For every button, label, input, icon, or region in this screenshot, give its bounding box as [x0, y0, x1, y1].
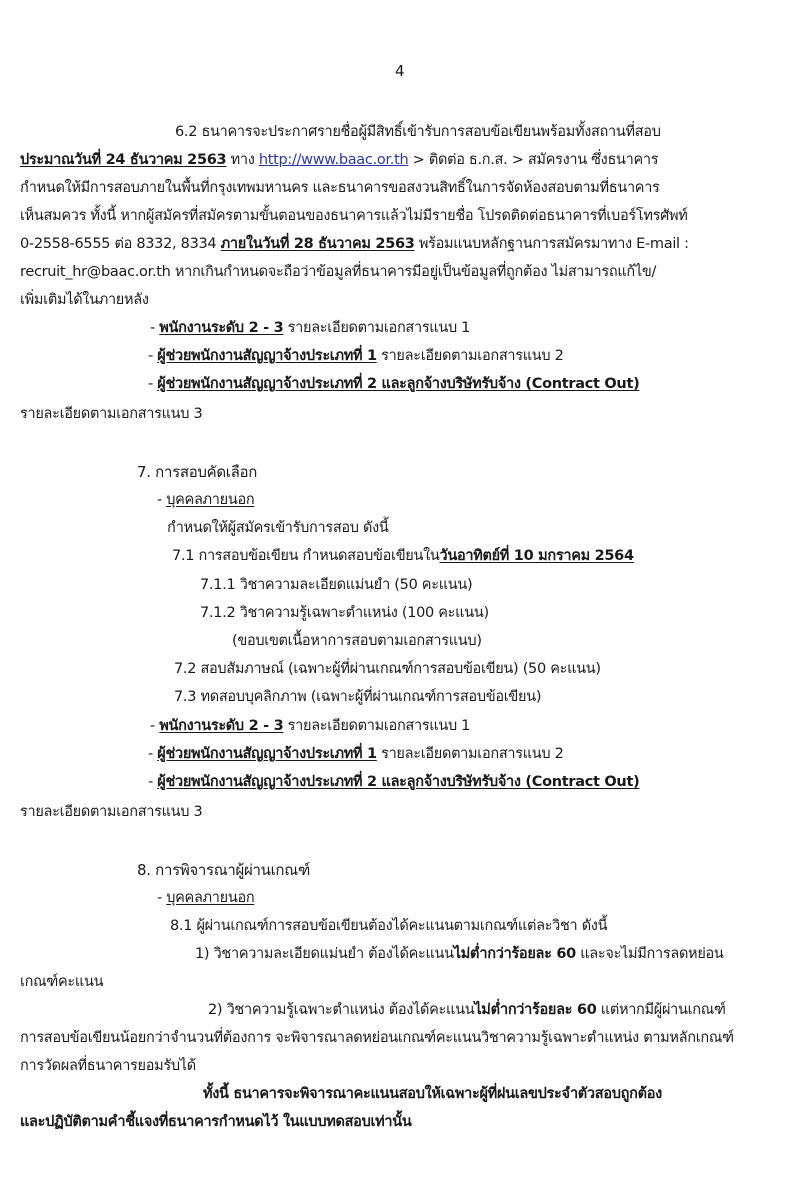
s62-line7: เพิ่มเติมได้ในภายหลัง [20, 292, 149, 308]
bullet: - [157, 492, 167, 508]
s6-list-tail: รายละเอียดตามเอกสารแนบ 3 [20, 406, 203, 422]
s6-list-item [148, 374, 639, 394]
s62-line5 [20, 234, 689, 254]
s7-item71 [172, 546, 634, 566]
s8-note-line2: และปฏิบัติตามคำชี้แจงที่ธนาคารกำหนดไว้ ในแบบทดสอบเท่านั้น [20, 1114, 412, 1130]
section8-heading: 8. การพิจารณาผู้ผ่านเกณฑ์ [137, 861, 310, 879]
s7-list-item [148, 772, 639, 792]
s7-list-tail: รายละเอียดตามเอกสารแนบ 3 [20, 804, 203, 820]
s7-item712: 7.1.2 วิชาความรู้เฉพาะตำแหน่ง (100 คะแนน) [200, 605, 489, 621]
detail: รายละเอียดตามเอกสารแนบ 1 [283, 320, 471, 336]
s8-criterion2 [208, 1000, 726, 1020]
criterion-threshold: ไม่ต่ำกว่าร้อยละ 60 [453, 946, 576, 962]
bullet: - [150, 320, 160, 336]
s8-criterion1 [195, 944, 724, 964]
s7-item73: 7.3 ทดสอบบุคลิกภาพ (เฉพาะผู้ที่ผ่านเกณฑ์การสอบข้อเขียน) [174, 689, 542, 705]
criterion-text: และจะไม่มีการลดหย่อน [575, 946, 724, 962]
s7-subheading [157, 490, 254, 510]
s62-text: พร้อมแนบหลักฐานการสมัครมาทาง E-mail : [414, 236, 689, 252]
criterion-text: 2) วิชาความรู้เฉพาะตำแหน่ง ต้องได้คะแนน [208, 1002, 475, 1018]
item-text: 7.1 การสอบข้อเขียน กำหนดสอบข้อเขียนใน [172, 548, 440, 564]
bullet: - [148, 376, 158, 392]
bullet: - [148, 746, 158, 762]
detail: รายละเอียดตามเอกสารแนบ 2 [376, 348, 564, 364]
s62-line2 [20, 150, 658, 170]
subheading-text: บุคคลภายนอก [166, 890, 255, 906]
section7-heading: 7. การสอบคัดเลือก [137, 463, 258, 481]
s8-subheading [157, 888, 254, 908]
position-name: พนักงานระดับ 2 - 3 [159, 718, 284, 734]
bullet: - [150, 718, 160, 734]
criterion-text: 1) วิชาความละเอียดแม่นยำ ต้องได้คะแนน [195, 946, 454, 962]
s62-line6: recruit_hr@baac.or.th หากเกินกำหนดจะถือว่าข้อมูลที่ธนาคารมีอยู่เป็นข้อมูลที่ถูกต้อง ไม่สามารถแก้ไข/ [20, 264, 657, 280]
position-name: พนักงานระดับ 2 - 3 [159, 320, 284, 336]
page-number: 4 [395, 62, 405, 80]
s8-note-line1: ทั้งนี้ ธนาคารจะพิจารณาคะแนนสอบให้เฉพาะผู้ที่ฝนเลขประจำตัวสอบถูกต้อง [203, 1086, 662, 1102]
criterion-threshold: ไม่ต่ำกว่าร้อยละ 60 [474, 1002, 597, 1018]
s8-criterion2-cont2: การวัดผลที่ธนาคารยอมรับได้ [20, 1058, 196, 1074]
bullet: - [157, 890, 167, 906]
subheading-text: บุคคลภายนอก [166, 492, 255, 508]
position-name: ผู้ช่วยพนักงานสัญญาจ้างประเภทที่ 1 [157, 348, 377, 364]
s8-criterion1-cont: เกณฑ์คะแนน [20, 974, 104, 990]
position-name: ผู้ช่วยพนักงานสัญญาจ้างประเภทที่ 2 และลูกจ้างบริษัทรับจ้าง (Contract Out) [157, 774, 640, 790]
baac-website-link[interactable]: http://www.baac.or.th [258, 152, 409, 168]
s7-intro: กำหนดให้ผู้สมัครเข้ารับการสอบ ดังนี้ [167, 520, 389, 536]
criterion-text: แต่หากมีผู้ผ่านเกณฑ์ [596, 1002, 726, 1018]
s7-item711: 7.1.1 วิชาความละเอียดแม่นยำ (50 คะแนน) [200, 577, 473, 593]
s62-text: ทาง [226, 152, 259, 168]
s7-item72: 7.2 สอบสัมภาษณ์ (เฉพาะผู้ที่ผ่านเกณฑ์การสอบข้อเขียน) (50 คะแนน) [174, 661, 601, 677]
s62-line4: เห็นสมควร ทั้งนี้ หากผู้สมัครที่สมัครตามขั้นตอนของธนาคารแล้วไม่มีรายชื่อ โปรดติดต่อธนาคารที่เบอร์โทรศัพท์ [20, 208, 688, 224]
s62-line1: 6.2 ธนาคารจะประกาศรายชื่อผู้มีสิทธิ์เข้ารับการสอบข้อเขียนพร้อมทั้งสถานที่สอบ [175, 124, 661, 140]
deadline-date: ภายในวันที่ 28 ธันวาคม 2563 [220, 236, 415, 252]
s62-text: > ติดต่อ ธ.ก.ส. > สมัครงาน ซึ่งธนาคาร [408, 152, 659, 168]
detail: รายละเอียดตามเอกสารแนบ 1 [283, 718, 471, 734]
position-name: ผู้ช่วยพนักงานสัญญาจ้างประเภทที่ 1 [157, 746, 377, 762]
position-name: ผู้ช่วยพนักงานสัญญาจ้างประเภทที่ 2 และลูกจ้างบริษัทรับจ้าง (Contract Out) [157, 376, 640, 392]
s7-list-item [148, 744, 564, 764]
detail: รายละเอียดตามเอกสารแนบ 2 [376, 746, 564, 762]
s62-text: 0-2558-6555 ต่อ 8332, 8334 [20, 236, 221, 252]
announce-date: ประมาณวันที่ 24 ธันวาคม 2563 [20, 152, 227, 168]
s8-criterion2-cont: การสอบข้อเขียนน้อยกว่าจำนวนที่ต้องการ จะพิจารณาลดหย่อนเกณฑ์คะแนนวิชาความรู้เฉพาะตำแหน่ง ตามหลักเกณฑ์ [20, 1030, 734, 1046]
s62-line3: กำหนดให้มีการสอบภายในพื้นที่กรุงเทพมหานคร และธนาคารขอสงวนสิทธิ์ในการจัดห้องสอบตามที่ธนาคาร [20, 180, 660, 196]
s7-list-item [150, 716, 470, 736]
exam-date: วันอาทิตย์ที่ 10 มกราคม 2564 [439, 548, 634, 564]
s8-item81: 8.1 ผู้ผ่านเกณฑ์การสอบข้อเขียนต้องได้คะแนนตามเกณฑ์แต่ละวิชา ดังนี้ [170, 918, 608, 934]
bullet: - [148, 348, 158, 364]
bullet: - [148, 774, 158, 790]
s6-list-item [150, 318, 470, 338]
s7-item712-note: (ขอบเขตเนื้อหาการสอบตามเอกสารแนบ) [232, 633, 482, 649]
s6-list-item [148, 346, 564, 366]
